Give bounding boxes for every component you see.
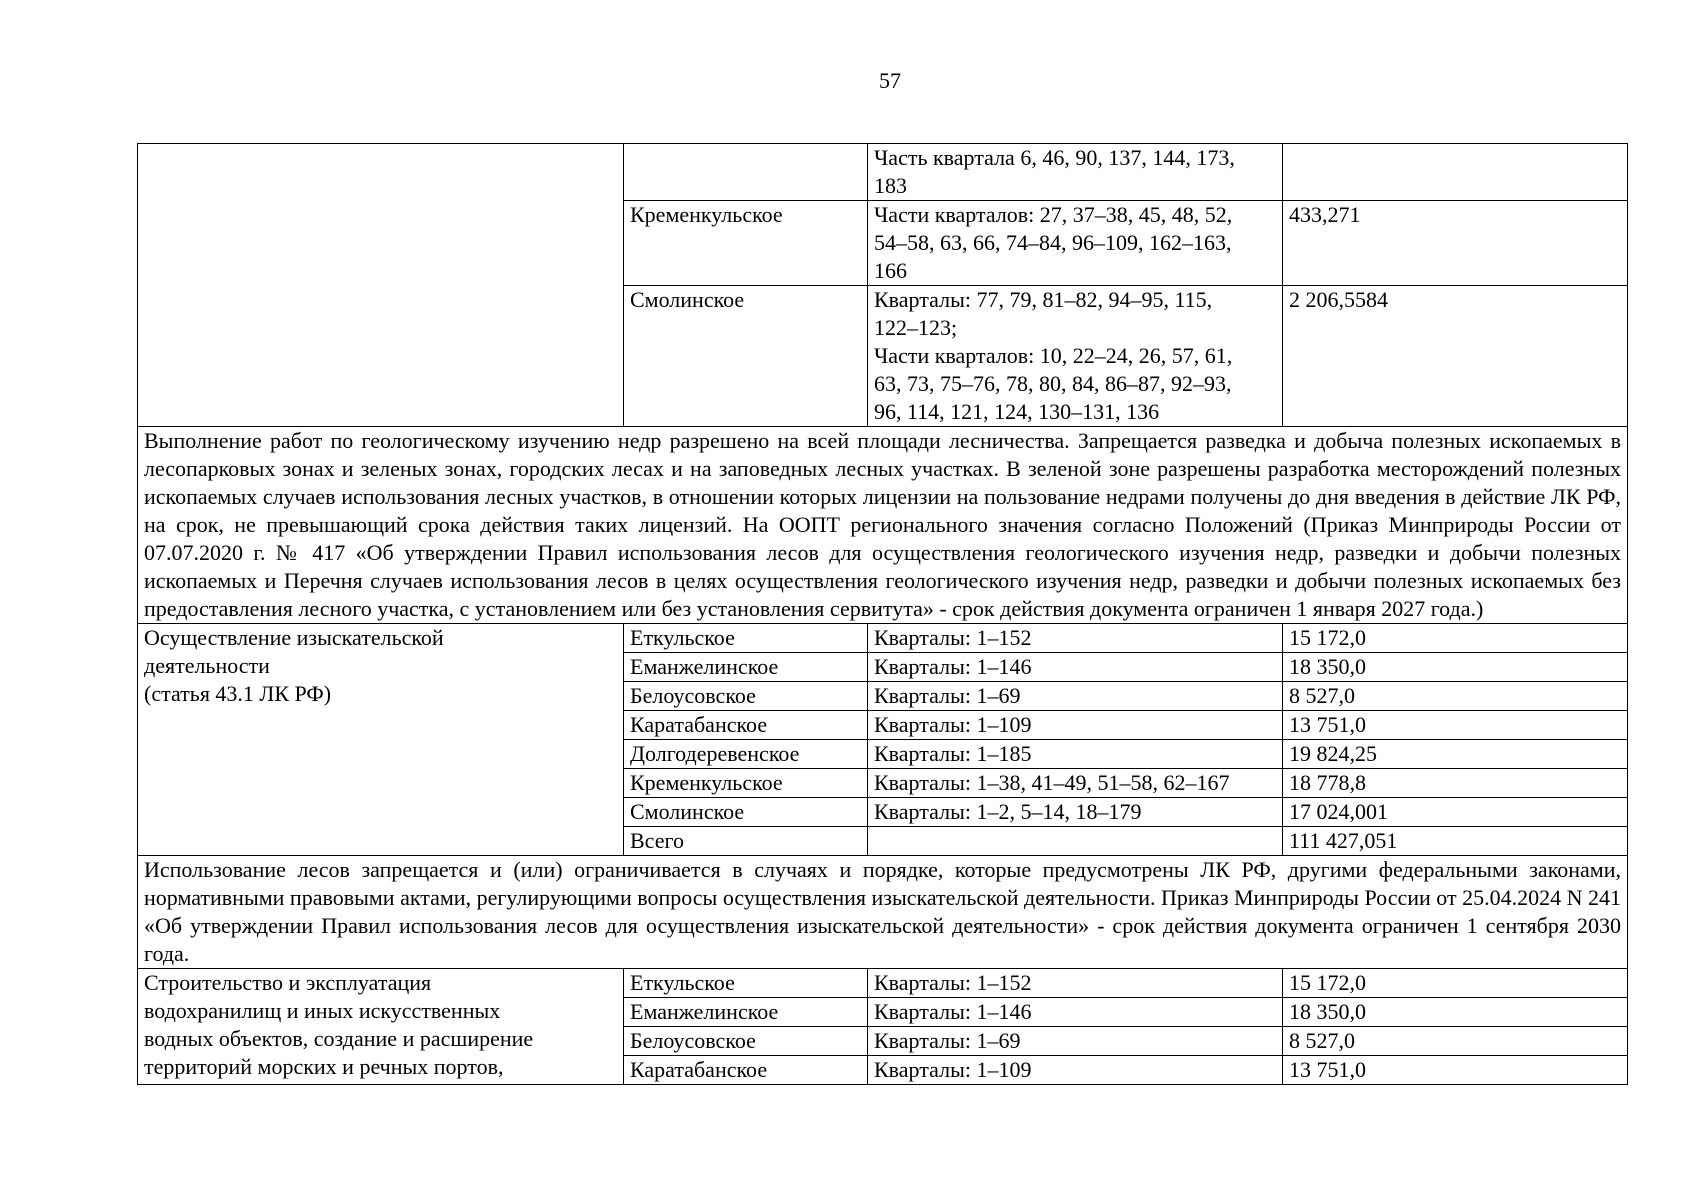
forestry-cell — [624, 144, 868, 201]
area-cell: 433,271 — [1283, 201, 1628, 286]
quarters-cell: Кварталы: 1–69 — [868, 682, 1283, 711]
table-row — [138, 144, 1628, 201]
forestry-cell: Долгодеревенское — [624, 740, 868, 769]
activity-line: Осуществление изыскательской — [144, 625, 444, 650]
forestry-cell: Еткульское — [624, 969, 868, 998]
quarters-line: Кварталы: 77, 79, 81–82, 94–95, 115, — [874, 287, 1213, 312]
forestry-cell: Белоусовское — [624, 682, 868, 711]
quarters-cell: Кварталы: 1–109 — [868, 1056, 1283, 1085]
table-row — [138, 624, 1628, 653]
forestry-cell: Каратабанское — [624, 1056, 868, 1085]
activity-cell — [138, 624, 624, 856]
area-cell: 13 751,0 — [1283, 1056, 1628, 1085]
note-geological-study: Выполнение работ по геологическому изучению недр разрешено на всей площади лесничества. Запрещается разведка и добыча полезных ископаемых в лесопарковых зонах и зеленых зонах, городских лесах и на заповедных лесных участках. В зеленой зоне разрешены разработка месторождений полезных ископаемых случаев использования лесных участков, в отношении которых лицензии на пользование недрами получены до дня введения в действие ЛК РФ, на срок, не превышающий срока действия таких лицензий. На ООПТ регионального значения согласно Положений (Приказ Минприроды России от 07.07.2020 г. № 417 «Об утверждении Правил использования лесов для осуществления геологического изучения недр, разведки и добычи полезных ископаемых и Перечня случаев использования лесов в целях осуществления геологического изучения недр, разведки и добычи полезных ископаемых без предоставления лесного участка, с установлением или без установления сервитута» - срок действия документа ограничен 1 января 2027 года.) — [138, 427, 1628, 624]
quarters-cell — [868, 286, 1283, 427]
area-cell: 18 350,0 — [1283, 653, 1628, 682]
forestry-cell: Смолинское — [624, 286, 868, 427]
note-row — [138, 427, 1628, 624]
quarters-cell: Кварталы: 1–185 — [868, 740, 1283, 769]
activity-line: территорий морских и речных портов, — [144, 1054, 504, 1079]
quarters-line: 166 — [874, 258, 907, 283]
activity-line: водных объектов, создание и расширение — [144, 1026, 534, 1051]
quarters-cell: Кварталы: 1–146 — [868, 653, 1283, 682]
quarters-cell — [868, 827, 1283, 856]
area-cell: 19 824,25 — [1283, 740, 1628, 769]
area-cell: 13 751,0 — [1283, 711, 1628, 740]
activity-cell — [138, 969, 624, 1085]
forestry-cell: Белоусовское — [624, 1027, 868, 1056]
quarters-cell: Кварталы: 1–152 — [868, 969, 1283, 998]
forestry-cell: Каратабанское — [624, 711, 868, 740]
activity-line: водохранилищ и иных искусственных — [144, 998, 501, 1023]
area-cell: 18 778,8 — [1283, 769, 1628, 798]
forestry-cell: Кременкульское — [624, 769, 868, 798]
area-cell: 15 172,0 — [1283, 969, 1628, 998]
area-cell: 17 024,001 — [1283, 798, 1628, 827]
quarters-cell: Кварталы: 1–2, 5–14, 18–179 — [868, 798, 1283, 827]
quarters-line: Части кварталов: 10, 22–24, 26, 57, 61, — [874, 343, 1233, 368]
quarters-cell: Кварталы: 1–146 — [868, 998, 1283, 1027]
quarters-cell — [868, 201, 1283, 286]
quarters-line: 63, 73, 75–76, 78, 80, 84, 86–87, 92–93, — [874, 371, 1232, 396]
note-survey-activity: Использование лесов запрещается и (или) ограничивается в случаях и порядке, которые предусмотрены ЛК РФ, другими федеральными законами, нормативными правовыми актами, регулирующими вопросы осуществления изыскательской деятельности. Приказ Минприроды России от 25.04.2024 N 241 «Об утверждении Правил использования лесов для осуществления изыскательской деятельности» - срок действия документа ограничен 1 сентября 2030 года. — [138, 856, 1628, 969]
forestry-cell: Еманжелинское — [624, 653, 868, 682]
quarters-line: 122–123; — [874, 315, 958, 340]
forest-use-table — [137, 143, 1628, 1085]
total-label-cell: Всего — [624, 827, 868, 856]
quarters-line: 183 — [874, 173, 907, 198]
area-cell: 2 206,5584 — [1283, 286, 1628, 427]
forestry-cell: Еткульское — [624, 624, 868, 653]
quarters-line: 54–58, 63, 66, 74–84, 96–109, 162–163, — [874, 230, 1232, 255]
quarters-line: Часть квартала 6, 46, 90, 137, 144, 173, — [874, 145, 1235, 170]
quarters-line: Части кварталов: 27, 37–38, 45, 48, 52, — [874, 202, 1233, 227]
area-cell — [1283, 144, 1628, 201]
quarters-cell: Кварталы: 1–152 — [868, 624, 1283, 653]
area-cell: 8 527,0 — [1283, 1027, 1628, 1056]
forestry-cell: Кременкульское — [624, 201, 868, 286]
activity-line: деятельности — [144, 653, 270, 678]
forestry-cell: Смолинское — [624, 798, 868, 827]
area-cell: 18 350,0 — [1283, 998, 1628, 1027]
quarters-cell: Кварталы: 1–69 — [868, 1027, 1283, 1056]
quarters-cell: Кварталы: 1–38, 41–49, 51–58, 62–167 — [868, 769, 1283, 798]
quarters-cell — [868, 144, 1283, 201]
activity-line: Строительство и эксплуатация — [144, 970, 432, 995]
note-row — [138, 856, 1628, 969]
area-cell: 8 527,0 — [1283, 682, 1628, 711]
quarters-cell: Кварталы: 1–109 — [868, 711, 1283, 740]
forestry-cell: Еманжелинское — [624, 998, 868, 1027]
page-number: 57 — [879, 68, 901, 93]
quarters-line: 96, 114, 121, 124, 130–131, 136 — [874, 399, 1160, 424]
activity-cell — [138, 144, 624, 427]
total-area-cell: 111 427,051 — [1283, 827, 1628, 856]
area-cell: 15 172,0 — [1283, 624, 1628, 653]
table-row — [138, 969, 1628, 998]
activity-line: (статья 43.1 ЛК РФ) — [144, 681, 332, 706]
